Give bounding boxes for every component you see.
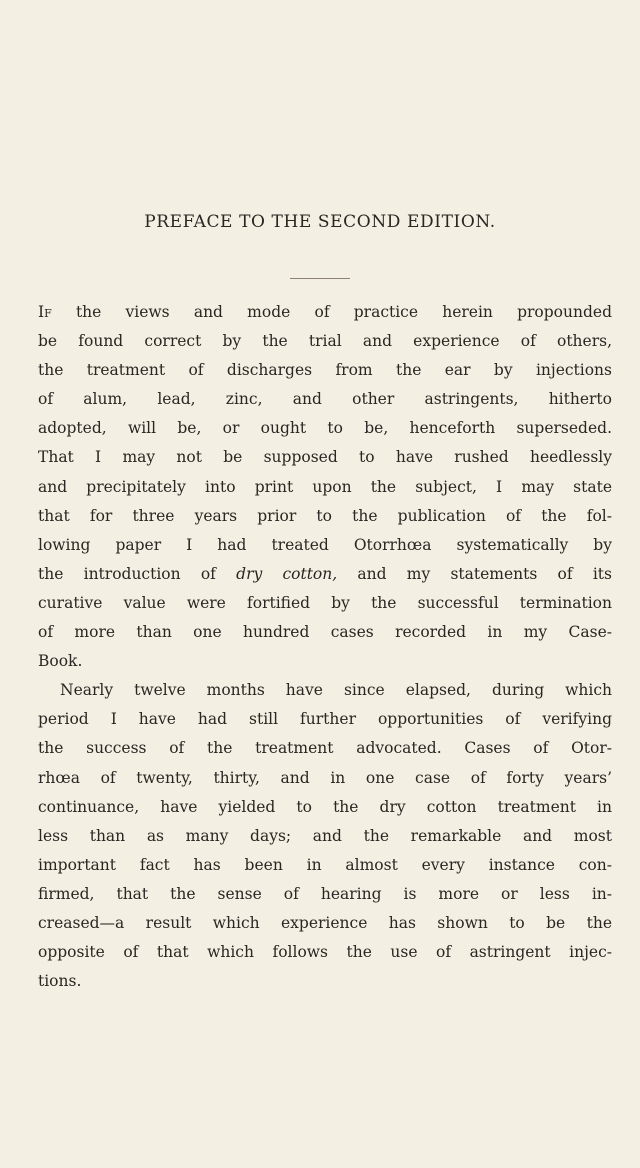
text-segment: rhœa of twenty, thirty, and in one case of forty years’ bbox=[38, 768, 612, 787]
text-line bbox=[38, 473, 612, 502]
paragraph bbox=[38, 298, 612, 676]
text-segment: of alum, lead, zinc, and other astringents, hitherto bbox=[38, 390, 612, 409]
title-divider bbox=[290, 278, 350, 279]
text-line bbox=[38, 822, 612, 851]
text-segment: creased—a result which experience has shown to be the bbox=[38, 913, 612, 932]
text-segment: adopted, will be, or ought to be, henceforth superseded. bbox=[38, 419, 612, 438]
text-segment: of more than one hundred cases recorded in my Case- bbox=[38, 623, 612, 642]
text-segment: That I may not be supposed to have rushed heedlessly bbox=[38, 448, 612, 467]
text-line bbox=[38, 880, 612, 909]
text-segment: continuance, have yielded to the dry cotton treatment in bbox=[38, 797, 612, 816]
text-segment: that for three years prior to the publication of the fol- bbox=[38, 506, 612, 525]
paragraph bbox=[38, 676, 612, 996]
text-segment: Book. bbox=[38, 652, 83, 671]
text-line bbox=[38, 327, 612, 356]
emphasis-text: dry cotton, bbox=[236, 564, 338, 583]
text-segment: the views and mode of practice herein propounded bbox=[51, 303, 612, 321]
page-title: PREFACE TO THE SECOND EDITION. bbox=[144, 212, 496, 232]
text-line bbox=[38, 298, 612, 327]
text-line bbox=[38, 967, 612, 996]
text-line bbox=[38, 938, 612, 967]
text-segment: tions. bbox=[38, 972, 82, 991]
body-text bbox=[38, 298, 612, 996]
text-segment: and precipitately into print upon the subject, I may state bbox=[38, 477, 612, 496]
text-line bbox=[38, 589, 612, 618]
text-line bbox=[38, 909, 612, 938]
text-line bbox=[38, 443, 612, 472]
text-line bbox=[38, 356, 612, 385]
text-line bbox=[38, 734, 612, 763]
text-segment: curative value were fortified by the successful termination bbox=[38, 593, 612, 612]
text-segment: less than as many days; and the remarkable and most bbox=[38, 826, 612, 845]
text-line bbox=[38, 502, 612, 531]
text-segment: firmed, that the sense of hearing is more or less in- bbox=[38, 884, 612, 903]
text-line bbox=[38, 647, 612, 676]
text-segment: opposite of that which follows the use of astringent injec- bbox=[38, 943, 612, 962]
text-segment: and my statements of its bbox=[337, 564, 612, 583]
text-line bbox=[38, 793, 612, 822]
text-line bbox=[38, 414, 612, 443]
text-segment: important fact has been in almost every instance con- bbox=[38, 855, 612, 874]
text-line bbox=[38, 385, 612, 414]
text-segment: Nearly twelve months have since elapsed, during which bbox=[60, 681, 612, 700]
drop-word: If bbox=[38, 303, 52, 321]
text-segment: lowing paper I had treated Otorrhœa systematically by bbox=[38, 535, 612, 554]
text-segment: the success of the treatment advocated. Cases of Otor- bbox=[38, 739, 612, 758]
text-line bbox=[38, 851, 612, 880]
text-segment: the introduction of bbox=[38, 564, 237, 583]
text-segment: period I have had still further opportunities of verifying bbox=[38, 710, 612, 729]
text-line bbox=[38, 618, 612, 647]
text-segment: be found correct by the trial and experience of others, bbox=[38, 332, 612, 351]
text-segment: the treatment of discharges from the ear by injections bbox=[38, 361, 612, 380]
text-line bbox=[38, 764, 612, 793]
text-line bbox=[38, 705, 612, 734]
text-line bbox=[38, 676, 612, 705]
text-line bbox=[38, 560, 612, 589]
text-line bbox=[38, 531, 612, 560]
